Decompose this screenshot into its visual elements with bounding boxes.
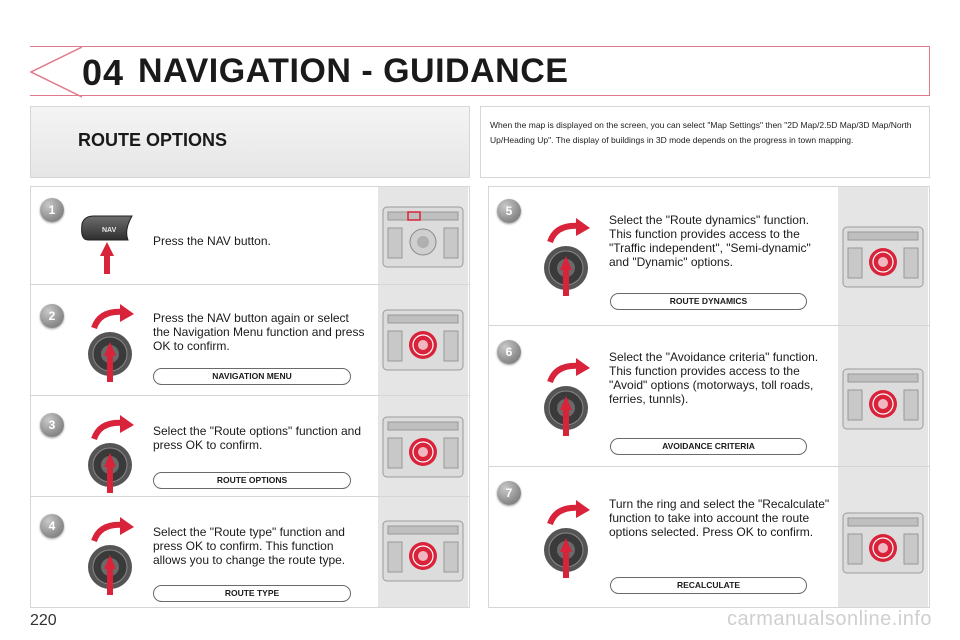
menu-pill-navigation-menu: NAVIGATION MENU — [153, 368, 351, 385]
page-number: 220 — [30, 612, 57, 629]
console-panel-illustration — [382, 416, 464, 478]
step-number-badge: 5 — [497, 199, 521, 223]
divider — [31, 284, 469, 285]
divider — [489, 466, 929, 467]
menu-pill-route-options: ROUTE OPTIONS — [153, 472, 351, 489]
rotary-knob-icon — [80, 515, 142, 597]
step-number-badge: 2 — [40, 304, 64, 328]
menu-pill-recalculate: RECALCULATE — [610, 577, 807, 594]
console-panel-illustration — [842, 512, 924, 574]
console-panel-illustration — [842, 368, 924, 430]
nav-button-label: NAV — [102, 227, 117, 234]
page-title: NAVIGATION - GUIDANCE — [138, 52, 569, 90]
rotary-knob-icon — [80, 302, 142, 384]
console-panel-illustration — [382, 206, 464, 268]
step-number-badge: 4 — [40, 514, 64, 538]
step-7-text: Turn the ring and select the "Recalculate" function to take into account the route options selected. Press OK to confirm. — [609, 497, 830, 539]
divider — [489, 325, 929, 326]
rotary-knob-icon — [536, 498, 598, 580]
step-number-badge: 6 — [497, 340, 521, 364]
chapter-number: 04 — [82, 52, 125, 93]
nav-button-icon — [78, 210, 136, 276]
step-6-text: Select the "Avoidance criteria" function. This function provides access to the "Avoid" options (motorways, toll roads, ferries, tunnls). — [609, 350, 819, 406]
rotary-knob-icon — [536, 216, 598, 298]
menu-pill-route-dynamics: ROUTE DYNAMICS — [610, 293, 807, 310]
intro-text: When the map is displayed on the screen, you can select "Map Settings" then "2D Map/2.5D Map/3D Map/North Up/Heading Up". The display of buildings in 3D mode depends on the progress in town mapping. — [490, 120, 912, 145]
step-1-text: Press the NAV button. — [153, 234, 271, 248]
step-5-text: Select the "Route dynamics" function. This function provides access to the "Traffic independent", "Semi-dynamic" and "Dynamic" options. — [609, 213, 811, 269]
menu-pill-avoidance-criteria: AVOIDANCE CRITERIA — [610, 438, 807, 455]
rotary-knob-icon — [80, 413, 142, 495]
console-panel-illustration — [382, 309, 464, 371]
console-panel-illustration — [382, 520, 464, 582]
rotary-knob-icon — [536, 356, 598, 438]
divider — [31, 395, 469, 396]
step-3-text: Select the "Route options" function and press OK to confirm. — [153, 424, 361, 452]
step-2-text: Press the NAV button again or select the Navigation Menu function and press OK to confirm. — [153, 311, 365, 353]
divider — [31, 496, 469, 497]
console-panel-illustration — [842, 226, 924, 288]
step-number-badge: 3 — [40, 413, 64, 437]
menu-pill-route-type: ROUTE TYPE — [153, 585, 351, 602]
section-title: ROUTE OPTIONS — [78, 130, 228, 150]
step-4-text: Select the "Route type" function and press OK to confirm. This function allows you to change the route type. — [153, 525, 346, 567]
watermark-text: carmanualsonline.info — [726, 608, 932, 630]
step-number-badge: 1 — [40, 198, 64, 222]
header-notch-decoration — [30, 46, 82, 98]
step-number-badge: 7 — [497, 481, 521, 505]
